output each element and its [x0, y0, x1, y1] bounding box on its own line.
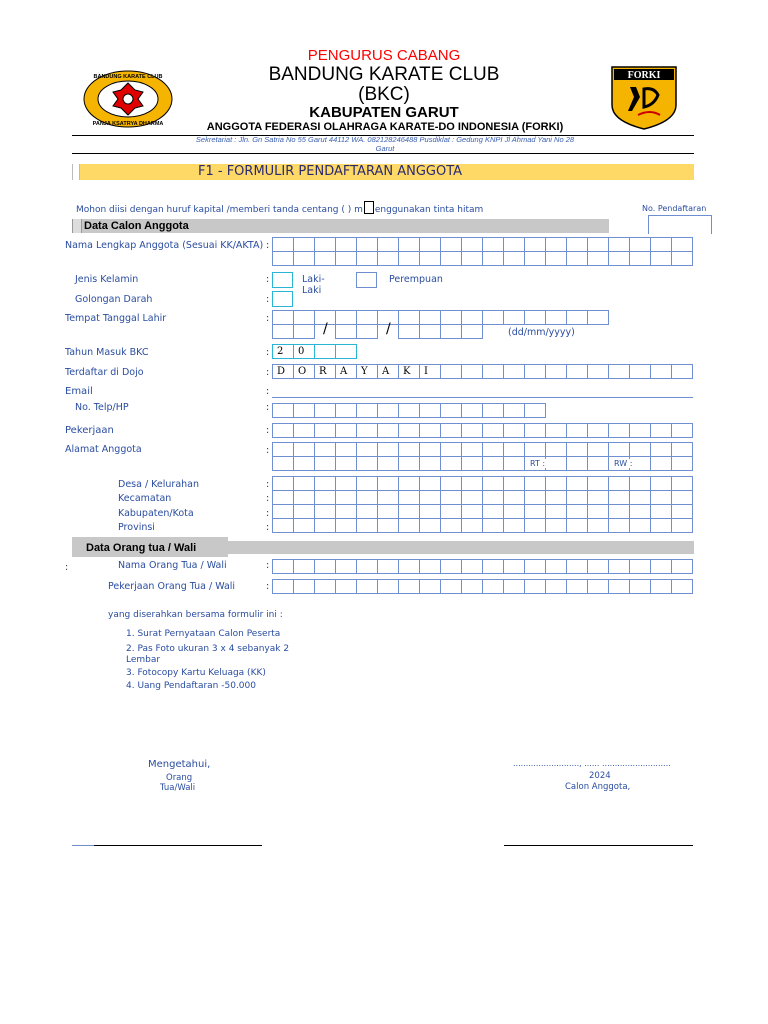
perempuan-label: Perempuan	[389, 274, 443, 285]
attachment-item: 1. Surat Pernyataan Calon Peserta	[126, 629, 281, 639]
nama-wali-grid[interactable]	[273, 559, 693, 574]
section-data-calon-title: Data Calon Anggota	[84, 220, 189, 232]
pekerjaan-colon: :	[266, 425, 270, 436]
tua-wali-label: Tua/Wali	[160, 783, 196, 793]
wali-leading-colon: :	[65, 562, 69, 573]
dojo-letter[interactable]: K	[398, 364, 420, 379]
anggota-forki: ANGGOTA FEDERASI OLAHRAGA KARATE-DO INDONESIA (FORKI)	[206, 121, 564, 133]
no-pendaftaran-box[interactable]	[648, 215, 712, 234]
tanggal-lahir-grid[interactable]	[273, 324, 483, 339]
club-abbr: (BKC)	[358, 84, 410, 105]
pekerjaan-grid[interactable]	[273, 423, 693, 438]
date-format-hint: (dd/mm/yyyy)	[508, 327, 575, 338]
attachment-item: 4. Uang Pendaftaran -50.000	[126, 681, 256, 691]
tahun-masuk-grid[interactable]	[273, 344, 357, 359]
mengetahui-label: Mengetahui,	[148, 759, 211, 770]
ttl-colon: :	[266, 313, 270, 324]
kecamatan-colon: :	[266, 493, 270, 504]
golongan-darah-box[interactable]	[272, 291, 293, 307]
bkc-logo-top-text: BANDUNG KARATE CLUB	[93, 74, 163, 80]
section-data-wali-title: Data Orang tua / Wali	[86, 542, 197, 554]
form-title: F1 - FORMULIR PENDAFTARAN ANGGOTA	[198, 164, 463, 179]
desa-grid[interactable]	[273, 476, 693, 491]
nama-wali-colon: :	[266, 560, 270, 571]
wali-signature-line-accent	[72, 845, 94, 846]
alamat-grid-row1[interactable]	[273, 442, 693, 457]
desa-label: Desa / Kelurahan	[118, 479, 200, 490]
instruction-text: Mohon diisi dengan huruf kapital /memberi tanda centang ( ) m enggunakan tinta hitam	[76, 201, 483, 215]
signature-year: 2024	[589, 771, 611, 781]
attachment-item: 3. Fotocopy Kartu Keluaga (KK)	[126, 668, 266, 678]
dojo-letter[interactable]: D	[272, 364, 294, 379]
nama-grid-row1[interactable]	[273, 237, 693, 252]
orang-label: Orang	[166, 773, 193, 783]
ttl-label: Tempat Tanggal Lahir	[65, 313, 167, 324]
dojo-letter[interactable]: R	[314, 364, 336, 379]
jenis-kelamin-colon: :	[266, 274, 270, 285]
kabupaten-grid[interactable]	[273, 504, 693, 519]
bkc-logo-bottom-text: PANJA KSATRYA DHARMA	[92, 121, 164, 127]
nama-grid-row2[interactable]	[273, 251, 693, 266]
nama-colon: :	[266, 240, 270, 251]
attachments-intro: yang diserahkan bersama formulir ini :	[108, 610, 283, 620]
golongan-darah-label: Golongan Darah	[75, 294, 153, 305]
desa-colon: :	[266, 479, 270, 490]
calon-signature-line[interactable]	[504, 845, 693, 846]
dojo-letter[interactable]: Y	[356, 364, 378, 379]
alamat-colon: :	[266, 445, 270, 456]
pekerjaan-wali-grid[interactable]	[273, 579, 693, 594]
attachment-item: Lembar	[126, 655, 161, 665]
telp-grid[interactable]	[273, 403, 546, 418]
kabupaten-colon: :	[266, 508, 270, 519]
date-place-dots: .........................., ...... ...........................	[513, 759, 671, 768]
form-title-band	[72, 164, 694, 180]
checkbox-sample-icon	[364, 201, 374, 214]
telp-label: No. Telp/HP	[75, 402, 129, 413]
address-line-1: Sekretariat : Jln. Gn Satria No 55 Garut 44112 WA. 082128246488 Pusdiklat : Gedung KNPI Jl Ahmad Yani No 28	[195, 135, 575, 144]
pengurus-cabang: PENGURUS CABANG	[307, 47, 461, 64]
tahun-masuk-colon: :	[266, 347, 270, 358]
nama-label: Nama Lengkap Anggota (Sesuai KK/AKTA)	[65, 240, 264, 251]
laki-laki-label-2: Laki	[302, 285, 322, 296]
pekerjaan-wali-colon: :	[266, 581, 270, 592]
club-name: BANDUNG KARATE CLUB	[268, 64, 500, 85]
pekerjaan-wali-label: Pekerjaan Orang Tua / Wali	[108, 581, 236, 592]
kabupaten-garut: KABUPATEN GARUT	[309, 104, 459, 121]
tahun-digit[interactable]	[335, 344, 357, 359]
rw-label: RW :	[614, 459, 633, 468]
attachment-item: 2. Pas Foto ukuran 3 x 4 sebanyak 2	[126, 644, 290, 654]
email-field[interactable]	[272, 397, 693, 398]
nama-wali-label: Nama Orang Tua / Wali	[118, 560, 227, 571]
rt-label: RT :	[530, 459, 546, 468]
pekerjaan-label: Pekerjaan	[65, 425, 114, 436]
dojo-letter[interactable]: A	[377, 364, 399, 379]
date-separator-2: /	[386, 321, 391, 337]
header-rule-bottom	[72, 153, 694, 154]
terdaftar-dojo-label: Terdaftar di Dojo	[65, 367, 144, 378]
tahun-masuk-label: Tahun Masuk BKC	[65, 347, 149, 358]
date-separator-1: /	[323, 321, 328, 337]
terdaftar-dojo-colon: :	[266, 367, 270, 378]
address-line-2: Garut	[375, 144, 395, 153]
email-colon: :	[266, 386, 270, 397]
provinsi-label: Provinsi	[118, 522, 155, 533]
perempuan-checkbox[interactable]	[356, 272, 377, 288]
tahun-digit[interactable]: 0	[293, 344, 315, 359]
bkc-logo-icon	[83, 70, 173, 128]
laki-laki-label-1: Laki-	[302, 274, 325, 285]
forki-logo-icon	[610, 65, 678, 131]
laki-laki-checkbox[interactable]	[272, 272, 293, 288]
alamat-label: Alamat Anggota	[65, 444, 142, 455]
golongan-darah-colon: :	[266, 294, 270, 305]
dojo-letter[interactable]: O	[293, 364, 315, 379]
provinsi-grid[interactable]	[273, 518, 693, 533]
dojo-letter[interactable]: A	[335, 364, 357, 379]
telp-colon: :	[266, 402, 270, 413]
kecamatan-label: Kecamatan	[118, 493, 172, 504]
kecamatan-grid[interactable]	[273, 490, 693, 505]
jenis-kelamin-label: Jenis Kelamin	[75, 274, 139, 285]
email-label: Email	[65, 386, 93, 397]
dojo-grid[interactable]	[273, 364, 693, 379]
kabupaten-label: Kabupaten/Kota	[118, 508, 194, 519]
tahun-digit[interactable]: 2	[272, 344, 294, 359]
tahun-digit[interactable]	[314, 344, 336, 359]
calon-anggota-label: Calon Anggota,	[565, 782, 631, 792]
section-data-wali-tab	[72, 537, 228, 557]
forki-logo-text: FORKI	[627, 70, 661, 81]
wali-signature-line[interactable]	[94, 845, 262, 846]
dojo-letter[interactable]: I	[419, 364, 441, 379]
section-data-calon	[72, 219, 609, 233]
no-pendaftaran-label: No. Pendaftaran	[642, 204, 707, 213]
provinsi-colon: :	[266, 522, 270, 533]
